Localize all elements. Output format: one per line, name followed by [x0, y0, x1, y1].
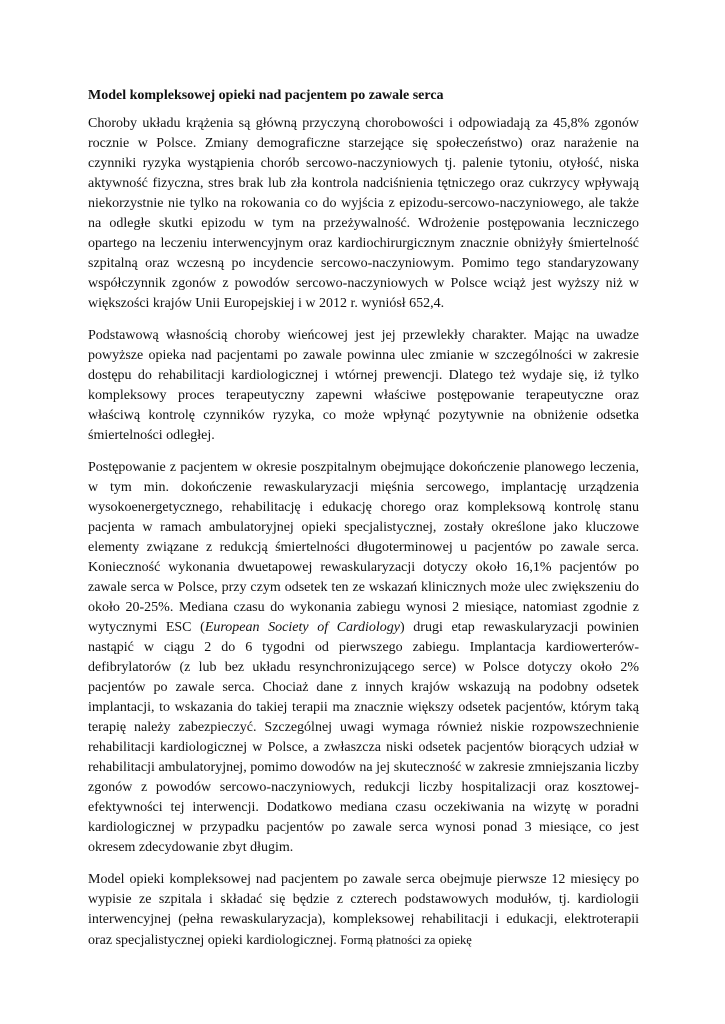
paragraph-3: [88, 458, 639, 858]
paragraph-4-text: Model opieki kompleksowej nad pacjentem po zawale serca obejmuje pierwsze 12 miesięcy po wypisie ze szpitala i składać się będzie z czterech podstawowych modułów, tj. kardiologii interwencyjnej (pełna rewaskularyzacja), kompleksowej rehabilitacji i edukacji, elektroterapii oraz specjalistycznej opieki kardiologicznej.: [88, 872, 639, 948]
paragraph-3-italic-term: European Society of Cardiology: [204, 620, 400, 635]
paragraph-4-tail: Formą płatności za opiekę: [340, 933, 472, 947]
paragraph-3-text-after: ) drugi etap rewaskularyzacji powinien nastąpić w ciągu 2 do 6 tygodni od pierwszego zabiegu. Implantacja kardiowerterów-defibrylatorów (z lub bez układu resynchronizującego serce) w Polsce dotyczy około 2% pacjentów po zawale serca. Chociaż dane z innych krajów wskazują na podobny odsetek implantacji, to wskazania do takiej terapii ma znacznie większy odsetek pacjentów, którym taką terapię należy zabezpieczyć. Szczególnej uwagi wymaga również niskie rozpowszechnienie rehabilitacji kardiologicznej w Polsce, a zwłaszcza niski odsetek pacjentów biorących udział w rehabilitacji ambulatoryjnej, pomimo dowodów na jej skuteczność w zakresie zmniejszania liczby zgonów z powodów sercowo-naczyniowych, redukcji liczby hospitalizacji oraz kosztowej-efektywności tej interwencji. Dodatkowo mediana czasu oczekiwania na wizytę w poradni kardiologicznej w przypadku pacjentów po zawale serca wynosi ponad 3 miesiące, co jest okresem zdecydowanie zbyt długim.: [88, 620, 639, 855]
document-title: Model kompleksowej opieki nad pacjentem po zawale serca: [88, 88, 444, 103]
document-body: [88, 86, 639, 963]
paragraph-3-text-before: Postępowanie z pacjentem w okresie poszpitalnym obejmujące dokończenie planowego leczenia, w tym min. dokończenie rewaskularyzacji mięśnia sercowego, implantację urządzenia wysokoenergetycznego, rehabilitację i edukację chorego oraz kompleksową kontrolę stanu pacjenta w ramach ambulatoryjnej opieki specjalistycznej, zostały określone jako kluczowe elementy związane z redukcją śmiertelności długoterminowej u pacjentów po zawale serca. Konieczność wykonania dwuetapowej rewaskularyzacji dotyczy około 16,1% pacjentów po zawale serca w Polsce, przy czym odsetek ten ze wskazań klinicznych może ulec zwiększeniu do około 20-25%. Mediana czasu do wykonania zabiegu wynosi 2 miesiące, natomiast zgodnie z wytycznymi ESC (: [88, 460, 639, 635]
paragraph-2: Podstawową własnością choroby wieńcowej jest jej przewlekły charakter. Mając na uwadze powyższe opieka nad pacjentami po zawale powinna ulec zmianie w szczególności w zakresie dostępu do rehabilitacji kardiologicznej i wtórnej prewencji. Dlatego też wydaje się, iż tylko kompleksowy proces terapeutyczny zapewni właściwe postępowanie terapeutyczne oraz właściwą kontrolę czynników ryzyka, co może wpłynąć pozytywnie na obniżenie odsetka śmiertelności odległej.: [88, 328, 639, 443]
paragraph-1: Choroby układu krążenia są główną przyczyną chorobowości i odpowiadają za 45,8% zgonów rocznie w Polsce. Zmiany demograficzne starzejące się społeczeństwo) oraz narażenie na czynniki ryzyka wystąpienia chorób sercowo-naczyniowych tj. palenie tytoniu, otyłość, niska aktywność fizyczna, stres brak lub zła kontrola nadciśnienia tętniczego oraz cukrzycy wpływają niekorzystnie nie tylko na rokowania co do wyjścia z epizodu-sercowo-naczyniowego, ale także na odległe skutki epizodu w tym na przeżywalność. Wdrożenie postępowania leczniczego opartego na leczeniu interwencyjnym oraz kardiochirurgicznym znacznie obniżyły śmiertelność szpitalną oraz wczesną po incydencie sercowo-naczyniowym. Pomimo tego standaryzowany współczynnik zgonów z powodów sercowo-naczyniowych w Polsce wciąż jest wyższy niż w większości krajów Unii Europejskiej i w 2012 r. wyniósł 652,4.: [88, 116, 639, 311]
paragraph-4: [88, 870, 639, 951]
